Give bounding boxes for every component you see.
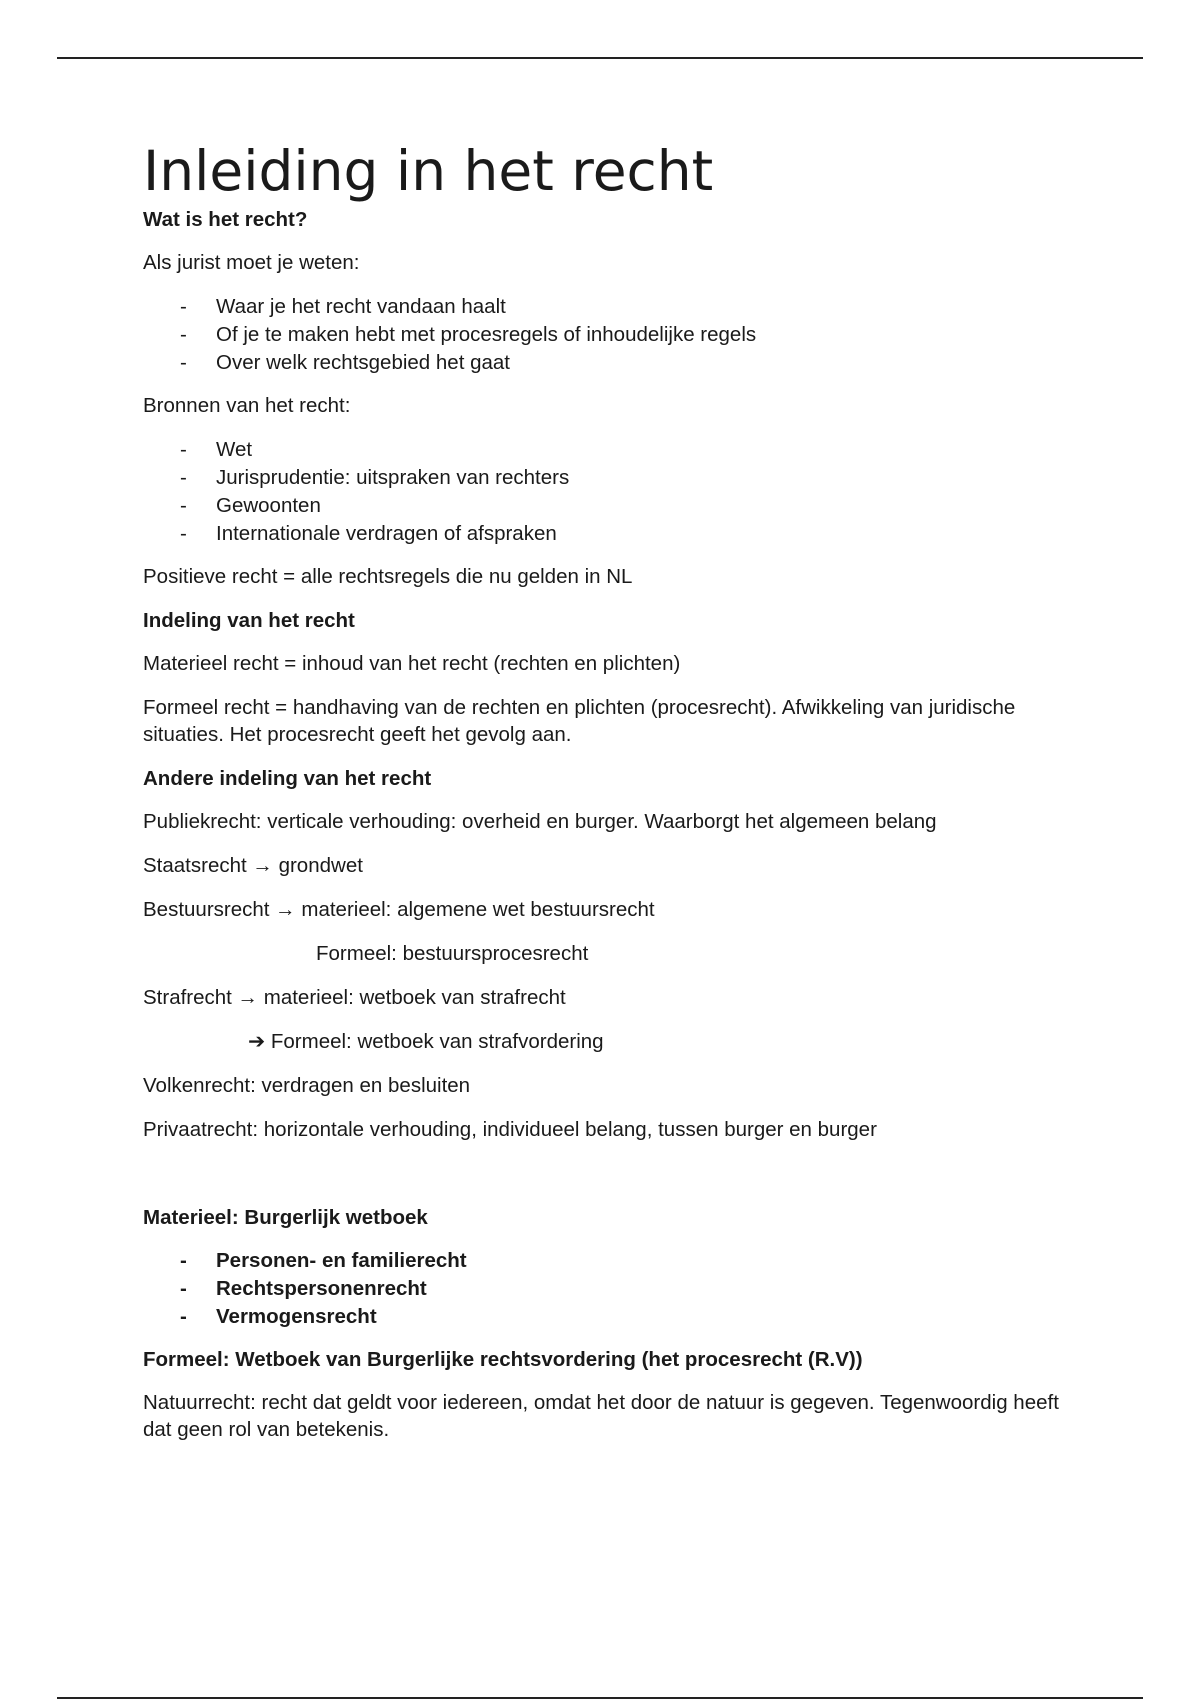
list-item: - Jurisprudentie: uitspraken van rechters <box>143 464 1063 492</box>
list-item: - Personen- en familierecht <box>143 1247 1063 1275</box>
paragraph-staatsrecht: Staatsrecht → grondwet <box>143 854 363 877</box>
list-jurist-knowledge <box>143 293 1063 377</box>
list-item: - Over welk rechtsgebied het gaat <box>143 349 1063 377</box>
paragraph-jurist-intro: Als jurist moet je weten: <box>143 251 360 274</box>
paragraph-volkenrecht: Volkenrecht: verdragen en besluiten <box>143 1074 471 1097</box>
paragraph-natuurrecht: Natuurrecht: recht dat geldt voor iedereen, omdat het door de natuur is gegeven. Tegenwoordig heeft dat geen rol van betekenis. <box>143 1391 1059 1441</box>
section-heading-indeling: Indeling van het recht <box>143 609 355 632</box>
paragraph-strafrecht: Strafrecht → materieel: wetboek van strafrecht <box>143 986 566 1009</box>
header-rule <box>57 57 1143 59</box>
section-heading-wat-is-recht: Wat is het recht? <box>143 208 308 231</box>
section-heading-rechtsvordering: Formeel: Wetboek van Burgerlijke rechtsvordering (het procesrecht (R.V)) <box>143 1348 863 1371</box>
list-item: - Gewoonten <box>143 492 1063 520</box>
paragraph-strafrecht-formeel: ➔ Formeel: wetboek van strafvordering <box>248 1030 604 1053</box>
blank-line <box>143 1160 1063 1204</box>
list-item: - Waar je het recht vandaan haalt <box>143 293 1063 321</box>
paragraph-publiekrecht: Publiekrecht: verticale verhouding: overheid en burger. Waarborgt het algemeen belang <box>143 810 937 833</box>
footer-rule <box>57 1697 1143 1699</box>
paragraph-privaatrecht: Privaatrecht: horizontale verhouding, individueel belang, tussen burger en burger <box>143 1118 877 1141</box>
list-item: - Wet <box>143 436 1063 464</box>
list-burgerlijk-wetboek <box>143 1247 1063 1331</box>
paragraph-bestuursrecht: Bestuursrecht → materieel: algemene wet bestuursrecht <box>143 898 655 921</box>
paragraph-materieel: Materieel recht = inhoud van het recht (rechten en plichten) <box>143 652 681 675</box>
list-item: - Internationale verdragen of afspraken <box>143 520 1063 548</box>
paragraph-positive-law: Positieve recht = alle rechtsregels die nu gelden in NL <box>143 565 633 588</box>
list-item: - Of je te maken hebt met procesregels of inhoudelijke regels <box>143 321 1063 349</box>
section-heading-andere-indeling: Andere indeling van het recht <box>143 767 432 790</box>
section-heading-burgerlijk-wetboek: Materieel: Burgerlijk wetboek <box>143 1206 428 1229</box>
paragraph-sources-intro: Bronnen van het recht: <box>143 394 351 417</box>
page-title: Inleiding in het recht <box>143 139 714 203</box>
paragraph-bestuursrecht-formeel: Formeel: bestuursprocesrecht <box>316 942 589 965</box>
paragraph-formeel: Formeel recht = handhaving van de rechten en plichten (procesrecht). Afwikkeling van juridische situaties. Het procesrecht geeft het gevolg aan. <box>143 696 1016 746</box>
document-body <box>143 136 1063 1460</box>
list-sources <box>143 436 1063 548</box>
list-item: - Rechtspersonenrecht <box>143 1275 1063 1303</box>
list-item: - Vermogensrecht <box>143 1303 1063 1331</box>
